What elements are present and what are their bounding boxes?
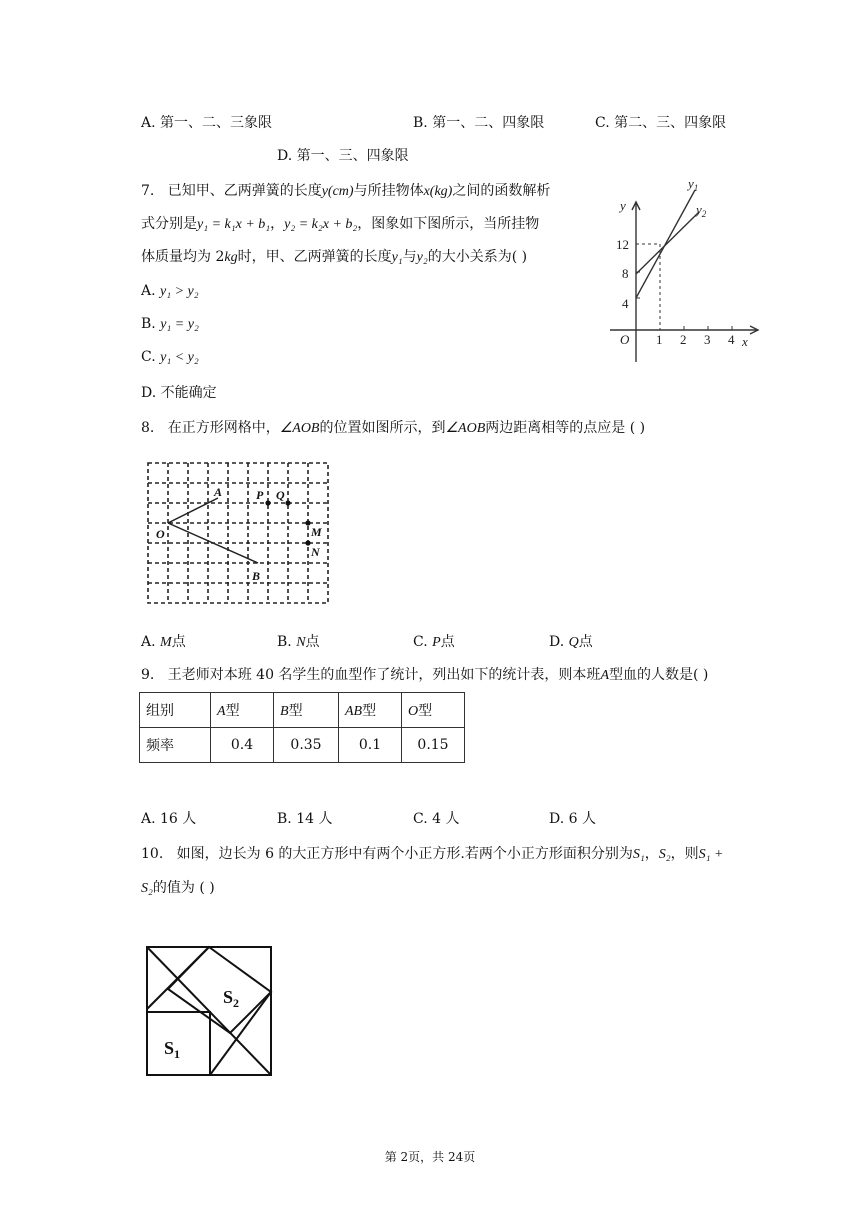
q7-line-3: 体质量均为 2kg时，甲、乙两弹簧的长度y₁与y₂的大小关系为( )	[141, 249, 528, 265]
x-tick-3: 3	[704, 332, 711, 347]
table-header-cell: B型	[274, 693, 339, 728]
line-y1-label: $y_1$	[688, 176, 699, 193]
table-cell: 0.1	[339, 728, 402, 763]
q6-option-d: D. 第一、三、四象限	[277, 148, 409, 164]
table-header-cell: AB型	[339, 693, 402, 728]
table-header-cell: A型	[211, 693, 274, 728]
x-axis-label: x	[742, 334, 748, 349]
line-y2	[636, 212, 699, 274]
q7-line-2: 式分别是y₁ = k₁x + b₁，y₂ = k₂x + b₂，图象如下图所示，当所挂物	[141, 216, 540, 232]
x-tick-4: 4	[728, 332, 735, 347]
line-y2-label: $y_2$	[696, 202, 707, 219]
ray-ob	[168, 523, 258, 563]
q8-option-a: A. M点	[141, 634, 186, 650]
label-m: M	[311, 525, 322, 539]
q6-option-c: C. 第二、三、四象限	[595, 115, 727, 131]
q8-grid-figure	[146, 460, 332, 608]
q7-option-c: C. y₁ < y₂	[141, 349, 199, 365]
q8-option-d: D. Q点	[549, 634, 593, 650]
table-cell: 0.4	[211, 728, 274, 763]
q8-text: 8. 在正方形网格中，∠AOB的位置如图所示，到∠AOB两边距离相等的点应是 ( )	[141, 420, 646, 436]
table-header-cell: O型	[402, 693, 465, 728]
q10-square-figure	[144, 944, 276, 1080]
label-a: A	[214, 485, 223, 499]
q9-text: 9. 王老师对本班 40 名学生的血型作了统计，列出如下的统计表，则本班A型血的人数是( )	[141, 667, 709, 683]
point-p	[265, 500, 270, 505]
table-cell: 0.35	[274, 728, 339, 763]
small-square-s1	[147, 1012, 210, 1075]
y-axis-label: y	[620, 198, 626, 213]
small-square-s2	[168, 947, 271, 1033]
label-p: P	[256, 488, 264, 502]
x-tick-2: 2	[680, 332, 687, 347]
q6-option-a: A. 第一、二、三象限	[141, 115, 273, 131]
x-tick-1: 1	[656, 332, 663, 347]
label-b: B	[252, 569, 261, 583]
label-n: N	[311, 545, 320, 559]
q10-line-1: 10. 如图，边长为 6 的大正方形中有两个小正方形.若两个小正方形面积分别为S₁，S₂，则S₁ +	[141, 846, 724, 862]
label-s2: $S_2$	[223, 987, 240, 1010]
y-tick-4: 4	[622, 296, 629, 311]
table-cell: 0.15	[402, 728, 465, 763]
page-footer: 第 2页，共 24页	[384, 1150, 476, 1164]
q10-line-2: S₂的值为 ( )	[141, 880, 215, 896]
ray-oa	[168, 498, 218, 523]
q9-option-b: B. 14 人	[277, 811, 333, 827]
q7-option-b: B. y₁ = y₂	[141, 316, 199, 332]
point-n	[305, 540, 310, 545]
label-s1: $S_1$	[164, 1038, 181, 1061]
origin-label: O	[620, 332, 630, 347]
q7-function-graph	[600, 172, 770, 372]
table-header-cell: 组别	[140, 693, 211, 728]
y-tick-12: 12	[616, 237, 629, 252]
q6-option-b: B. 第一、二、四象限	[413, 115, 545, 131]
q9-option-d: D. 6 人	[549, 811, 596, 827]
blood-type-table	[139, 692, 465, 763]
table-header-row	[140, 693, 465, 728]
point-m	[305, 520, 310, 525]
q9-option-a: A. 16 人	[141, 811, 197, 827]
table-row	[140, 728, 465, 763]
point-q	[285, 500, 290, 505]
label-q: Q	[276, 488, 285, 502]
table-row-label: 频率	[140, 728, 211, 763]
y-tick-8: 8	[622, 266, 629, 281]
q9-option-c: C. 4 人	[413, 811, 460, 827]
q8-option-c: C. P点	[413, 634, 455, 650]
q7-line-1: 7. 已知甲、乙两弹簧的长度y(cm)与所挂物体x(kg)之间的函数解析	[141, 183, 551, 199]
q7-option-d: D. 不能确定	[141, 385, 217, 401]
q7-option-a: A. y₁ > y₂	[141, 283, 199, 299]
q8-option-b: B. N点	[277, 634, 320, 650]
label-o: O	[156, 527, 165, 541]
